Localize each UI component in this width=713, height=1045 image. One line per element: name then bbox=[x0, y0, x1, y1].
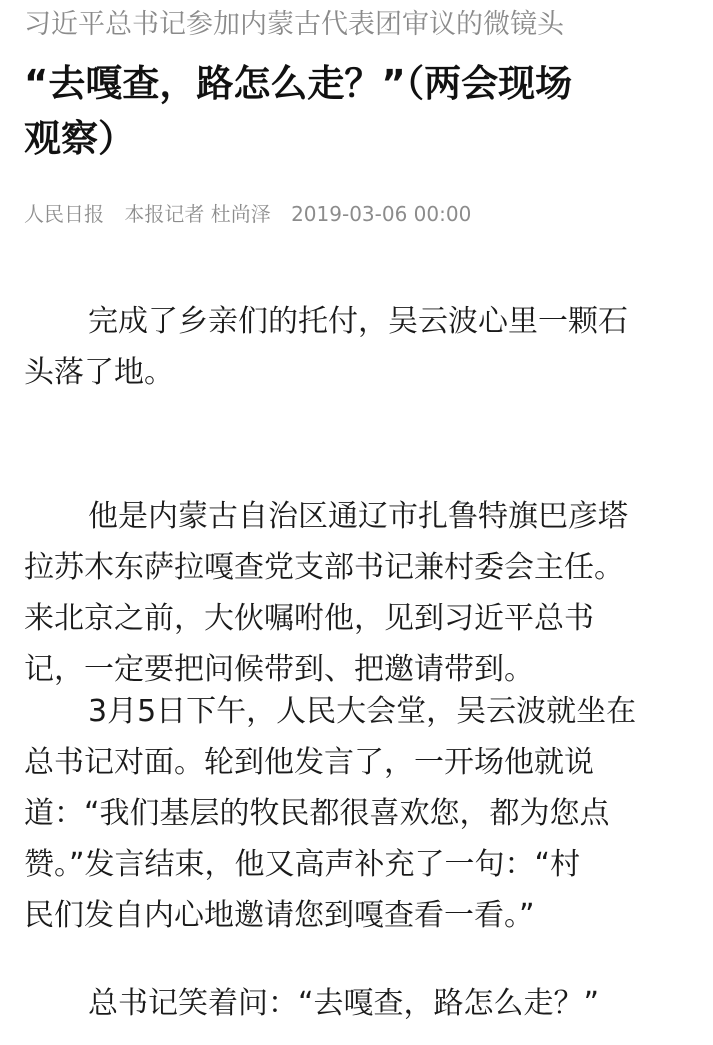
headline-line: 观察） bbox=[24, 117, 135, 160]
paragraph-line: 总书记对面。轮到他发言了，一开场他就说 bbox=[24, 745, 594, 780]
article-paragraph bbox=[24, 296, 694, 398]
paragraph-line: 头落了地。 bbox=[24, 355, 174, 390]
byline-source: 人民日报 bbox=[24, 202, 104, 226]
article-paragraph bbox=[24, 978, 694, 1029]
paragraph-line: 3月5日下午，人民大会堂，吴云波就坐在 bbox=[88, 694, 637, 729]
paragraph-line: 赞。”发言结束，他又高声补充了一句：“村 bbox=[24, 847, 581, 882]
paragraph-line: 民们发自内心地邀请您到嘎查看一看。” bbox=[24, 898, 535, 933]
article-kicker: 习近平总书记参加内蒙古代表团审议的微镜头 bbox=[24, 9, 564, 40]
article-paragraph bbox=[24, 686, 694, 941]
paragraph-line: 来北京之前，大伙嘱咐他，见到习近平总书 bbox=[24, 601, 594, 636]
article-headline bbox=[24, 56, 694, 166]
paragraph-line: 完成了乡亲们的托付，吴云波心里一颗石 bbox=[88, 304, 628, 339]
paragraph-line: 记，一定要把问候带到、把邀请带到。 bbox=[24, 652, 534, 687]
paragraph-line: 他是内蒙古自治区通辽市扎鲁特旗巴彦塔 bbox=[88, 499, 628, 534]
headline-line: “去嘎查，路怎么走？”（两会现场 bbox=[24, 62, 573, 105]
paragraph-line: 拉苏木东萨拉嘎查党支部书记兼村委会主任。 bbox=[24, 550, 624, 585]
paragraph-line: 总书记笑着问：“去嘎查，路怎么走？” bbox=[88, 986, 600, 1021]
article-paragraph bbox=[24, 491, 694, 695]
byline-datetime: 2019-03-06 00:00 bbox=[291, 202, 472, 226]
article-byline bbox=[24, 200, 694, 228]
byline-reporter: 本报记者 杜尚泽 bbox=[124, 202, 271, 226]
paragraph-line: 道：“我们基层的牧民都很喜欢您，都为您点 bbox=[24, 796, 610, 831]
